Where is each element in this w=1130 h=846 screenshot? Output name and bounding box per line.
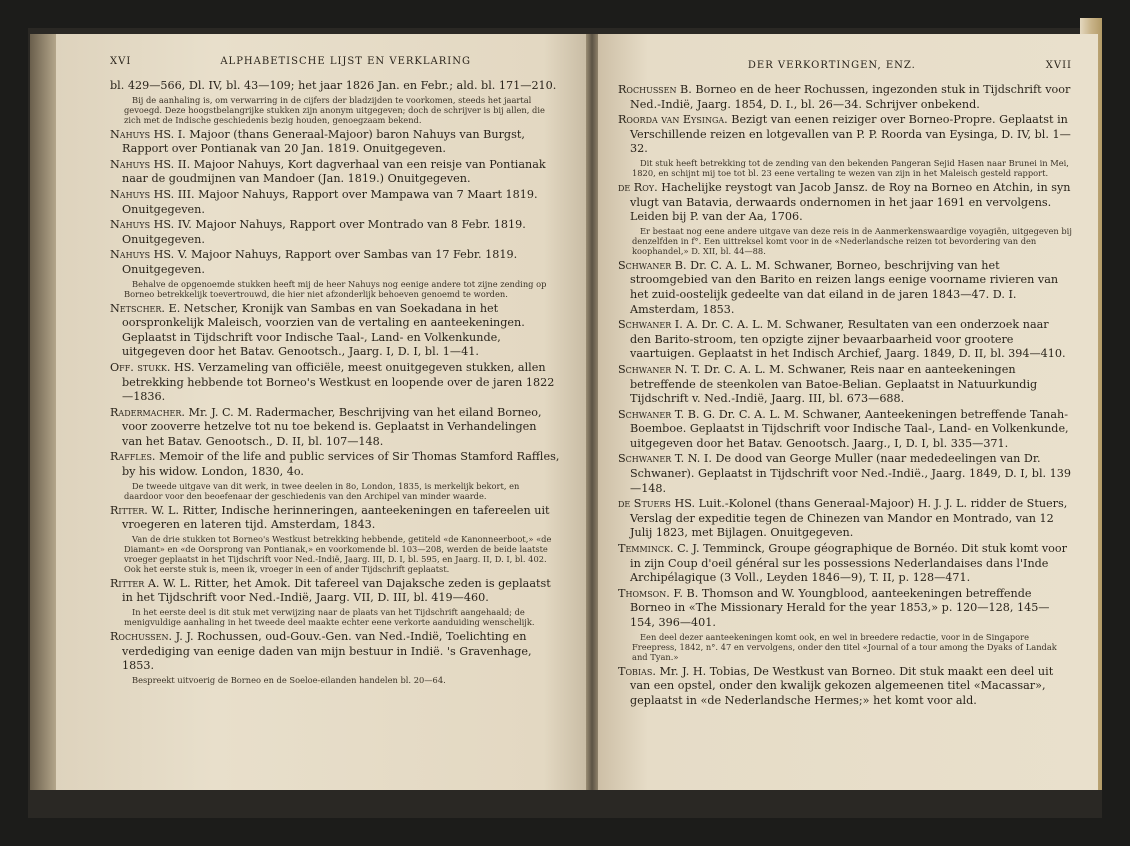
left-running-head [110, 56, 560, 67]
entry-abbreviation: Nahuys [110, 248, 151, 262]
entry-text: HS. III. Majoor Nahuys, Rapport over Mampawa van 7 Maart 1819. Onuitgegeven. [122, 187, 538, 216]
bibliography-entry [618, 587, 1072, 631]
entry-note: Bespreekt uitvoerig de Borneo en de Soeloe-eilanden handelen bl. 20—64. [132, 674, 446, 685]
bibliography-entry [618, 542, 1072, 586]
entry-abbreviation: Schwaner N. T. [618, 362, 701, 376]
entry-abbreviation: Rochussen. [110, 630, 173, 644]
bibliography-entry [110, 450, 560, 479]
entry-text: HS. II. Majoor Nahuys, Kort dagverhaal van een reisje van Pontianak naar de goudmijnen van Mandoer (Jan. 1819.) Onuitgegeven. [122, 157, 546, 186]
entry-text: Mr. J. C. M. Radermacher, Beschrijving van het eiland Borneo, voor zooverre hetzelve tot nu toe bekend is. Geplaatst in Verhandelingen van het Batav. Genootsch., D. II, bl. 107—148. [122, 405, 542, 448]
entry-text: HS. Verzameling van officiële, meest onuitgegeven stukken, allen betrekking hebbende tot Borneo's Westkust en loopende over de jaren 1822—1836. [122, 360, 555, 404]
entry-text: Borneo en de heer Rochussen, ingezonden stuk in Tijdschrift voor Ned.-Indië, Jaarg. 1854, D. I., bl. 26—34. Schrijver onbekend. [630, 83, 1071, 111]
bibliography-entry [618, 83, 1072, 112]
entry-abbreviation: de Stuers HS. [618, 497, 696, 511]
entry-text: W. L. Ritter, het Amok. Dit tafereel van Dajaksche zeden is geplaatst in het Tijdschrift voor Ned.-Indië, Jaarg. VII, D. III, bl. 419—460. [122, 576, 551, 605]
entry-abbreviation: Schwaner B. [618, 258, 687, 272]
book-gutter [586, 34, 598, 790]
entry-text: Dr. C. A. L. M. Schwaner, Resultaten van een onderzoek naar den Barito-stroom, ten opzigte zijner bevaarbaarheid voor grootere vaartuigen. Geplaatst in het Indisch Archief, Jaarg. 1849, D. II, bl. 394—410. [630, 318, 1066, 361]
bibliography-entry [110, 577, 560, 606]
bibliography-entry [618, 181, 1072, 225]
entry-note: Er bestaat nog eene andere uitgave van deze reis in de Aanmerkenswaardige voyagiën, uitgegeven bij denzelfden in f°. Een uittreksel komt voor in de «Nederlandsche reizen tot bevordering van den koophandel,» D. XII, bl. 44—88. [632, 225, 1072, 256]
left-page-number: XVI [110, 56, 132, 67]
bibliography-entry [618, 408, 1072, 452]
entry-text: HS. V. Majoor Nahuys, Rapport over Sambas van 17 Febr. 1819. Onuitgegeven. [122, 248, 518, 276]
entry-text: Hachelijke reystogt van Jacob Jansz. de Roy na Borneo en Atchin, in syn vlugt van Batavia, derwaards ondernomen in het jaar 1691 en vervolgens. Leiden bij P. van der Aa, 1706. [630, 180, 1071, 224]
entry-text: W. L. Ritter, Indische herinneringen, aanteekeningen en tafereelen uit vroegeren en lateren tijd. Amsterdam, 1843. [122, 503, 550, 532]
entry-note: Van de drie stukken tot Borneo's Westkust betrekking hebbende, getiteld «de Kanonneerboot,» «de Diamant» en «de Oorsprong van Pontianak,» en voorkomende bl. 103—208, werden de beide laatste vroeger geplaatst in het Tijdschrift voor Ned.-Indië, Jaarg. III, D. I, bl. 595, en Jaarg. II, D. I, bl. 402. Ook het eerste stuk is, meen ik, vroeger in een of ander Tijdschrift geplaatst. [124, 533, 552, 574]
bibliography-entry [110, 361, 560, 405]
bibliography-entry [618, 259, 1072, 317]
bibliography-entry [618, 665, 1072, 709]
entry-abbreviation: Off. stukk. [110, 360, 171, 374]
entry-note: De tweede uitgave van dit werk, in twee deelen in 8o, London, 1835, is merkelijk bekort, en daardoor voor den beoefenaar der geschiedenis van den Archipel van minder waarde. [124, 480, 520, 501]
entry-abbreviation: Nahuys [110, 127, 151, 141]
entry-text: HS. IV. Majoor Nahuys, Rapport over Montrado van 8 Febr. 1819. Onuitgegeven. [122, 218, 526, 246]
bibliography-entry [110, 79, 560, 94]
bibliography-entry [110, 188, 560, 217]
right-running-head [618, 60, 1072, 71]
entry-abbreviation: Nahuys [110, 218, 151, 232]
entry-text: Luit.-Kolonel (thans Generaal-Majoor) H. J. J. L. ridder de Stuers, Verslag der expeditie tegen de Chinezen van Mandor en Montrado, van 12 Julij 1823, met Bijlagen. Onuitgegeven. [630, 497, 1068, 540]
entry-text: De dood van George Muller (naar mededeelingen van Dr. Schwaner). Geplaatst in Tijdschrift voor Ned.-Indië., Jaarg. 1849, D. I, bl. 139—148. [630, 452, 1072, 495]
entry-text: bl. 429—566, Dl. IV, bl. 43—109; het jaar 1826 Jan. en Febr.; ald. bl. 171—210. [110, 79, 557, 92]
right-page-number: XVII [1045, 60, 1072, 71]
entry-text: J. J. Rochussen, oud-Gouv.-Gen. van Ned.-Indië, Toelichting en verdediging van eenige daden van mijn bestuur in Indië. 's Gravenhage, 1853. [122, 630, 532, 673]
entry-text: F. B. Thomson and W. Youngblood, aanteekeningen betreffende Borneo in «The Missionary Herald for the year 1853,» p. 120—128, 145—154, 396—401. [630, 586, 1050, 629]
entry-abbreviation: Schwaner T. B. G. [618, 407, 716, 421]
entry-text: Memoir of the life and public services of Sir Thomas Stamford Raffles, by his widow. London, 1830, 4o. [122, 450, 560, 479]
bibliography-entry [618, 363, 1072, 407]
bibliography-entry [110, 504, 560, 533]
entry-abbreviation: Nahuys [110, 187, 151, 201]
entry-text: Bezigt van eenen reiziger over Borneo-Propre. Geplaatst in Verschillende reizen en lotgevallen van P. P. Roorda van Eysinga, D. IV, bl. 1—32. [630, 113, 1071, 156]
right-page [598, 34, 1098, 790]
bibliography-entry [618, 113, 1072, 157]
bibliography-entry [618, 318, 1072, 362]
entry-abbreviation: Ritter. [110, 503, 148, 517]
right-entry-list [618, 83, 1072, 708]
bibliography-entry [110, 218, 560, 247]
entry-abbreviation: Thomson. [618, 586, 670, 600]
bibliography-entry [110, 406, 560, 450]
bibliography-entry [618, 452, 1072, 496]
entry-note: In het eerste deel is dit stuk met verwijzing naar de plaats van het Tijdschrift aangehaald; de menigvuldige aanhaling in het tweede deel maakte echter eene verkorte aanduiding wenschelijk. [124, 607, 535, 628]
entry-text: HS. I. Majoor (thans Generaal-Majoor) baron Nahuys van Burgst, Rapport over Pontianak van 20 Jan. 1819. Onuitgegeven. [122, 127, 525, 156]
left-head-title: ALPHABETISCHE LIJST EN VERKLARING [220, 56, 471, 67]
entry-abbreviation: Ritter A. [110, 576, 160, 590]
entry-abbreviation: de Roy. [618, 180, 658, 194]
entry-abbreviation: Roorda van Eysinga. [618, 113, 728, 127]
entry-text: Dr. C. A. L. M. Schwaner, Reis naar en aanteekeningen betreffende de steenkolen van Batoe-Belian. Geplaatst in Natuurkundig Tijdschrift v. Ned.-Indië, Jaarg. III, bl. 673—688. [630, 362, 1038, 406]
entry-note: Dit stuk heeft betrekking tot de zending van den bekenden Pangeran Sejid Hasen naar Brunei in Mei, 1820, en schijnt mij toe tot bl. 23 eene vertaling te wezen van zijn in het Maleisch gesteld rapport. [632, 157, 1069, 178]
bibliography-entry [110, 302, 560, 360]
bibliography-entry [110, 248, 560, 277]
entry-abbreviation: Tobias. [618, 664, 656, 678]
entry-text: E. Netscher, Kronijk van Sambas en van Soekadana in het oorspronkelijk Maleisch, voorzien van de vertaling en aanteekeningen. Geplaatst in Tijdschrift voor Indische Taal-, Land- en Volkenkunde, uitgegeven door het Batav. Genootsch., Jaarg. I, D. I, bl. 1—41. [122, 301, 525, 359]
entry-note: Bij de aanhaling is, om verwarring in de cijfers der bladzijden te voorkomen, steeds het jaartal gevoegd. Deze hoogstbelangrijke stukken zijn anonym uitgegeven; doch de schrijver is bij allen, die zich met de Indische geschiedenis bezig houden, genoegzaam bekend. [124, 94, 545, 125]
bibliography-entry [110, 128, 560, 157]
left-cover-edge [30, 34, 56, 790]
entry-abbreviation: Netscher. [110, 301, 165, 315]
left-page [56, 34, 586, 790]
entry-abbreviation: Temminck. [618, 542, 674, 556]
right-head-title: DER VERKORTINGEN, ENZ. [747, 60, 916, 71]
entry-note: Behalve de opgenoemde stukken heeft mij de heer Nahuys nog eenige andere tot zijne zending op Borneo betrekkelijk toevertrouwd, die hier niet afzonderlijk behoeven genoemd te worden. [124, 278, 547, 299]
entry-note: Een deel dezer aanteekeningen komt ook, en wel in breedere redactie, voor in de Singapore Freepress, 1842, n°. 47 en vervolgens, onder den titel «Journal of a tour among the Dyaks of Landak and Tyan.» [632, 631, 1057, 662]
left-entry-list [110, 79, 560, 685]
entry-text: Mr. J. H. Tobias, De Westkust van Borneo. Dit stuk maakt een deel uit van een opstel, onder den kwalijk gekozen algemeenen titel «Macassar», geplaatst in «de Nederlandsche Hermes;» het komt voor ald. [630, 664, 1054, 707]
entry-abbreviation: Schwaner I. A. [618, 318, 698, 332]
entry-text: C. J. Temminck, Groupe géographique de Bornéo. Dit stuk komt voor in zijn Coup d'oeil général sur les possessions Nederlandaises dans l'Inde Archipélagique (3 Voll., Leyden 1846—9), T. II, p. 128—471. [630, 542, 1067, 585]
bibliography-entry [110, 158, 560, 187]
bibliography-entry [110, 630, 560, 674]
entry-abbreviation: Radermacher. [110, 405, 185, 419]
entry-abbreviation: Raffles. [110, 450, 156, 464]
bibliography-entry [618, 497, 1072, 541]
entry-abbreviation: Rochussen B. [618, 83, 692, 96]
entry-text: Dr. C. A. L. M. Schwaner, Aanteekeningen betreffende Tanah-Boemboe. Geplaatst in Tijdschrift voor Indische Taal-, Land- en Volkenkunde, uitgegeven door het Batav. Genootsch. Jaarg., I, D. I, bl. 335—371. [630, 407, 1069, 450]
entry-text: Dr. C. A. L. M. Schwaner, Borneo, beschrijving van het stroomgebied van den Barito en reizen langs eenige voorname rivieren van het zuid-oostelijk gedeelte van dat eiland in de jaren 1843—47. D. I. Amsterdam, 1853. [630, 258, 1059, 316]
entry-abbreviation: Nahuys [110, 157, 151, 171]
entry-abbreviation: Schwaner T. N. I. [618, 452, 712, 466]
